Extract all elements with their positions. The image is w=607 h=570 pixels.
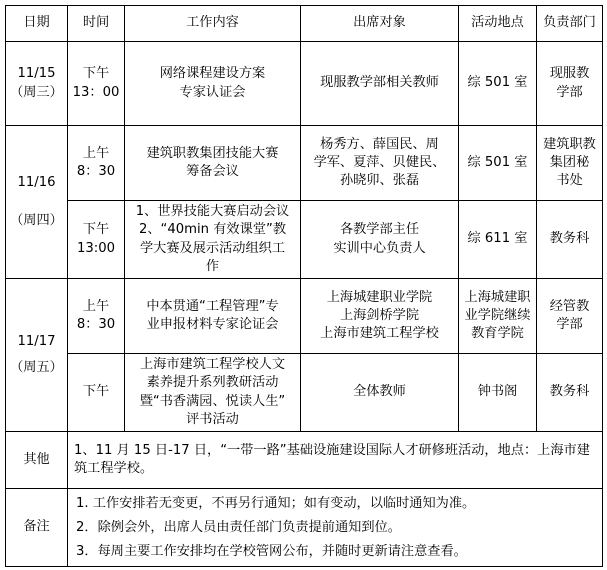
location-line: 综 501 室 xyxy=(467,154,528,170)
dept-line: 经管教 xyxy=(549,298,590,314)
date-cell xyxy=(6,126,68,279)
attendees-line: 现服教学部相关教师 xyxy=(320,75,439,91)
header-dept: 负责部门 xyxy=(537,6,603,42)
content-line: 素养提升系列教研活动 xyxy=(146,375,279,391)
content-line: 建筑职教集团技能大赛 xyxy=(146,145,279,161)
header-content: 工作内容 xyxy=(125,6,301,42)
header-attendees: 出席对象 xyxy=(301,6,459,42)
dept-line: 教务科 xyxy=(549,384,590,400)
content-cell xyxy=(125,42,301,126)
time-line: 上午 xyxy=(82,298,110,314)
content-line: 暨“书香满园、悦读人生” xyxy=(139,393,286,409)
remark-item: 2．除例会外，出席人员由责任部门负责提前通知到位。 xyxy=(76,520,401,536)
weekly-schedule-table xyxy=(5,5,603,567)
location-line: 钟书阁 xyxy=(477,384,518,400)
dept-line: 集团秘 xyxy=(549,154,590,170)
attendees-line: 各教学部主任 xyxy=(339,222,420,238)
dept-line: 教务科 xyxy=(549,231,590,247)
attendees-cell xyxy=(301,354,459,432)
table-row xyxy=(6,279,603,354)
attendees-line: 杨秀方、薛国民、周 xyxy=(320,136,439,152)
other-text: 1、11 月 15 日-17 日，“一带一路”基础设施建设国际人才研修班活动，地点：上海市建筑工程学校。 xyxy=(68,432,603,489)
header-date: 日期 xyxy=(6,6,68,42)
attendees-cell xyxy=(301,201,459,279)
weekday-text: （周四） xyxy=(10,213,63,228)
date-text: 11/16 xyxy=(17,174,56,190)
time-line: 13：00 xyxy=(72,84,120,100)
time-cell xyxy=(68,201,125,279)
remarks-row xyxy=(6,489,603,567)
location-line: 综 611 室 xyxy=(467,231,528,247)
weekday-text: （周五） xyxy=(10,360,63,375)
header-location: 活动地点 xyxy=(459,6,537,42)
weekday-text: （周三） xyxy=(10,84,63,100)
location-cell xyxy=(459,126,537,201)
location-line: 业学院继续 xyxy=(464,307,531,323)
attendees-line: 上海市建筑工程学校 xyxy=(320,326,439,342)
attendees-line: 孙晓卯、张磊 xyxy=(339,173,420,189)
content-line: 2、“40min 有效课堂”教 xyxy=(138,222,287,238)
content-line: 网络课程建设方案 xyxy=(159,66,266,82)
time-cell xyxy=(68,126,125,201)
location-cell xyxy=(459,354,537,432)
attendees-line: 实训中心负责人 xyxy=(333,240,426,256)
header-row xyxy=(6,6,603,42)
time-line: 13:00 xyxy=(76,240,115,256)
content-cell xyxy=(125,354,301,432)
location-cell xyxy=(459,279,537,354)
time-line: 8：30 xyxy=(76,317,116,332)
time-cell xyxy=(68,354,125,432)
date-cell xyxy=(6,279,68,432)
content-cell xyxy=(125,279,301,354)
dept-line: 建筑职教 xyxy=(543,136,596,152)
location-cell xyxy=(459,201,537,279)
dept-line: 现服教 xyxy=(549,66,590,82)
table-row xyxy=(6,126,603,201)
time-line: 下午 xyxy=(82,384,110,400)
dept-cell xyxy=(537,201,603,279)
content-cell xyxy=(125,126,301,201)
location-cell xyxy=(459,42,537,126)
dept-cell xyxy=(537,42,603,126)
attendees-cell xyxy=(301,42,459,126)
content-line: 专家认证会 xyxy=(179,84,246,100)
location-line: 综 501 室 xyxy=(467,75,528,91)
content-line: 业申报材料专家论证会 xyxy=(146,317,279,332)
content-line: 作 xyxy=(205,258,220,274)
other-row xyxy=(6,432,603,489)
content-line: 中本贯通“工程管理”专 xyxy=(146,298,279,314)
dept-line: 学部 xyxy=(556,84,583,100)
content-line: 筹备会议 xyxy=(186,164,239,179)
remark-item: 3．每周主要工作安排均在学校管网公布，并随时更新请注意查看。 xyxy=(76,544,467,560)
remarks-list xyxy=(68,489,603,567)
time-line: 8：30 xyxy=(76,164,116,179)
content-line: 学大赛及展示活动组织工 xyxy=(139,240,286,256)
location-line: 教育学院 xyxy=(471,326,524,342)
attendees-line: 学军、夏萍、贝健民、 xyxy=(313,154,446,170)
attendees-cell xyxy=(301,279,459,354)
time-cell xyxy=(68,279,125,354)
table-row xyxy=(6,354,603,432)
attendees-cell xyxy=(301,126,459,201)
content-cell xyxy=(125,201,301,279)
table-row xyxy=(6,201,603,279)
time-cell xyxy=(68,42,125,126)
location-line: 上海城建职 xyxy=(464,289,531,305)
time-line: 下午 xyxy=(82,66,110,82)
date-text: 11/17 xyxy=(17,333,56,349)
time-line: 上午 xyxy=(82,145,110,161)
attendees-line: 上海剑桥学院 xyxy=(339,307,420,323)
other-label: 其他 xyxy=(6,432,68,489)
dept-cell xyxy=(537,279,603,354)
date-cell xyxy=(6,42,68,126)
table-row xyxy=(6,42,603,126)
dept-cell xyxy=(537,126,603,201)
attendees-line: 上海城建职业学院 xyxy=(326,289,433,305)
header-time: 时间 xyxy=(68,6,125,42)
time-line: 下午 xyxy=(82,222,110,238)
dept-line: 书处 xyxy=(556,173,583,189)
content-line: 1、世界技能大赛启动会议 xyxy=(135,204,290,220)
content-line: 上海市建筑工程学校人文 xyxy=(139,357,286,373)
attendees-line: 全体教师 xyxy=(353,384,406,400)
remark-item: 1. 工作安排若无变更，不再另行通知；如有变动，以临时通知为准。 xyxy=(76,496,476,511)
remarks-label: 备注 xyxy=(6,489,68,567)
dept-cell xyxy=(537,354,603,432)
content-line: 评书活动 xyxy=(186,411,239,427)
date-text: 11/15 xyxy=(17,66,56,82)
dept-line: 学部 xyxy=(556,317,583,332)
